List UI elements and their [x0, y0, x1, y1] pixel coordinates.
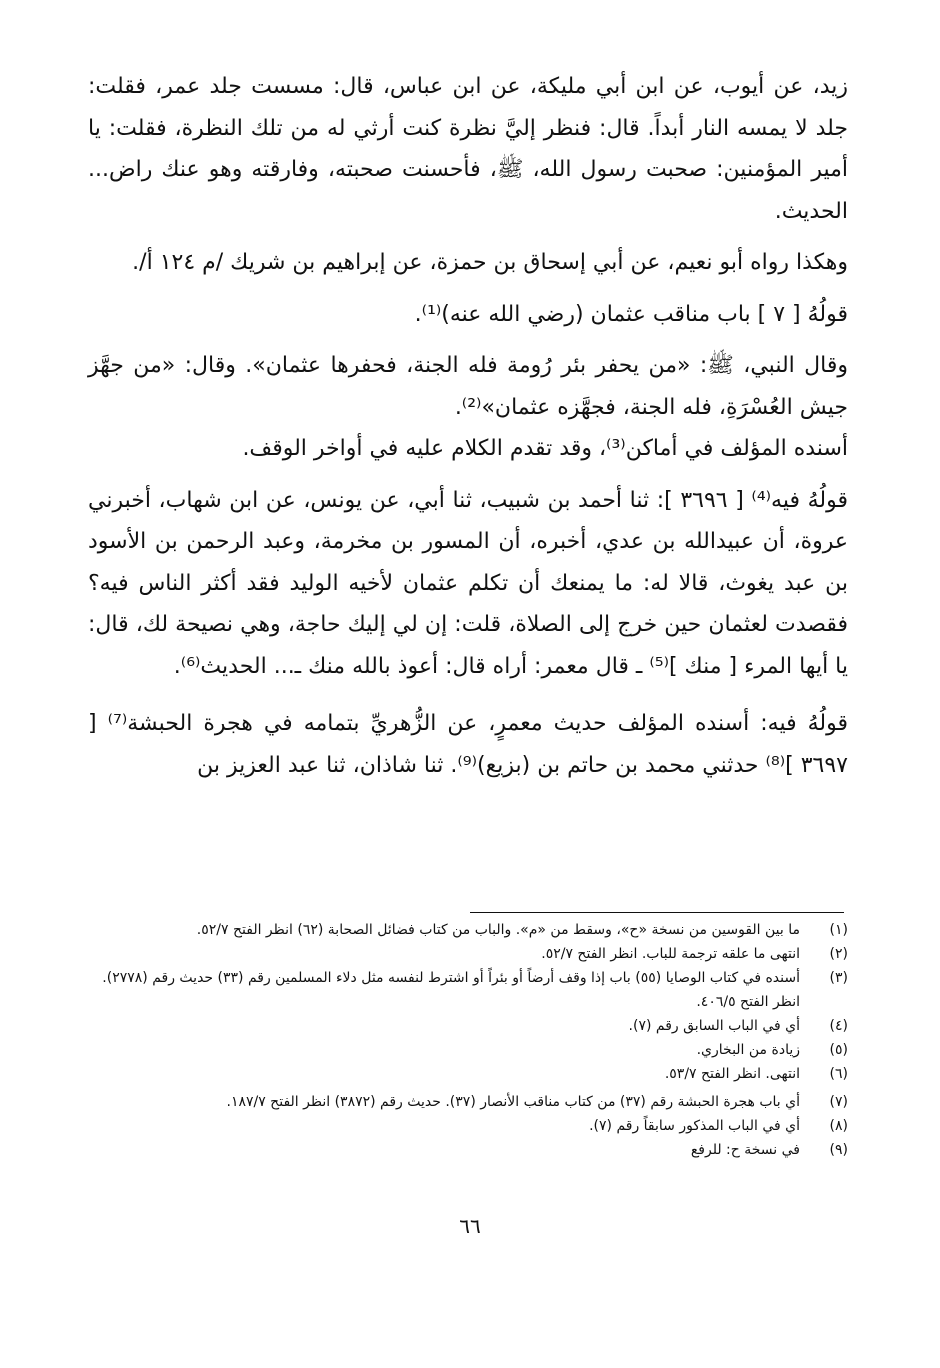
footnote-text: أي في الباب السابق رقم (٧). [628, 1018, 800, 1034]
footnote-number: (٦) [829, 1066, 848, 1082]
footnote-number: (٣) [829, 970, 848, 986]
paragraph-5: قولُهُ فيه⁽⁴⁾ [ ٣٦٩٦ ]: ثنا أحمد بن شبيب، ثنا أبي، عن يونس، عن ابن شهاب، أخبرني عروة، أن عبيدالله بن عدي، أخبره، أن المسور بن مخرمة، وعبد الرحمن بن الأسود بن عبد يغوث، قالا له: ما يمنعك أن تكلم عثمان لأخيه الوليد فقد أكثر الناس فيه؟ فقصدت لعثمان حين خرج إلى الصلاة، قلت: إن لي إليك حاجة، وهي نصيحة لك، قال: يا أيها المرء [ منك ]⁽⁵⁾ ـ قال معمر: أراه قال: أعوذ بالله منك ـ... الحديث⁽⁶⁾. [88, 487, 848, 679]
footnote-2 [100, 942, 848, 966]
footnote-number: (٢) [829, 946, 848, 962]
footnote-3 [100, 966, 848, 1014]
main-text [88, 66, 848, 786]
paragraph-6: قولُهُ فيه: أسنده المؤلف حديث معمرٍ، عن الزُّهريِّ بتمامه في هجرة الحبشة⁽⁷⁾ [ ٣٦٩٧ ]⁽⁸⁾ حدثني محمد بن حاتم بن (بزيع)⁽⁹⁾. ثنا شاذان، ثنا عبد العزيز بن [88, 711, 848, 778]
footnote-number: (٩) [829, 1142, 848, 1158]
footnote-number: (٥) [829, 1042, 848, 1058]
footnote-7 [100, 1090, 848, 1114]
footnote-text: انتهى. انظر الفتح ٥٣/٧. [664, 1066, 800, 1082]
footnotes [100, 918, 848, 1162]
footnote-5 [100, 1038, 848, 1062]
footnote-text: ما بين القوسين من نسخة «ح»، وسقط من «م». والباب من كتاب فضائل الصحابة (٦٢) انظر الفتح ٥٢/٧. [196, 922, 800, 938]
footnote-text: أي في الباب المذكور سابقاً رقم (٧). [589, 1118, 800, 1134]
section-heading-7: قولُهُ [ ٧ ] باب مناقب عثمان (رضي الله عنه)⁽¹⁾. [414, 301, 848, 327]
footnote-number: (٧) [829, 1094, 848, 1110]
footnote-text: في نسخة ح: للرفع [690, 1142, 800, 1158]
footnote-text: أي باب هجرة الحبشة رقم (٣٧) من كتاب مناقب الأنصار (٣٧). حديث رقم (٣٨٧٢) انظر الفتح ١٨٧/٧. [226, 1094, 800, 1110]
footnote-1 [100, 918, 848, 942]
footnote-text: أسنده في كتاب الوصايا (٥٥) باب إذا وقف أرضاً أو بئراً أو اشترط لنفسه مثل دلاء المسلمين رقم (٣٣) حديث رقم (٢٧٧٨). انظر الفتح ٤٠٦/٥. [102, 970, 800, 1010]
footnote-divider [470, 912, 844, 913]
footnote-4 [100, 1014, 848, 1038]
paragraph-2: وهكذا رواه أبو نعيم، عن أبي إسحاق بن حمزة، عن إبراهيم بن شريك /م ١٢٤ أ/. [132, 250, 848, 275]
footnote-9 [100, 1138, 848, 1162]
footnote-text: زيادة من البخاري. [696, 1042, 800, 1058]
footnote-6 [100, 1062, 848, 1086]
footnote-number: (٤) [829, 1018, 848, 1034]
page-number: ٦٦ [459, 1214, 481, 1238]
paragraph-4: أسنده المؤلف في أماكن⁽³⁾، وقد تقدم الكلام عليه في أواخر الوقف. [242, 436, 848, 461]
paragraph-1: زيد، عن أيوب، عن ابن أبي مليكة، عن ابن عباس، قال: مسست جلد عمر، فقلت: جلد لا يمسه النار أبداً. قال: فنظر إليَّ نظرة كنت أرثي له من تلك النظرة، فقلت: يا أمير المؤمنين: صحبت رسول الله، ﷺ، فأحسنت صحبته، وفارقته وهو عنك راض... الحديث. [88, 74, 848, 224]
footnote-number: (١) [829, 922, 848, 938]
footnote-text: انتهى ما علقه ترجمة للباب. انظر الفتح ٥٢/٧. [541, 946, 800, 962]
footnote-number: (٨) [829, 1118, 848, 1134]
paragraph-3: وقال النبي، ﷺ: «من يحفر بئر رُومة فله الجنة، فحفرها عثمان». وقال: «من جهَّز جيش العُسْرَةِ، فله الجنة، فجهَّزه عثمان»⁽²⁾. [88, 353, 848, 420]
footnote-8 [100, 1114, 848, 1138]
